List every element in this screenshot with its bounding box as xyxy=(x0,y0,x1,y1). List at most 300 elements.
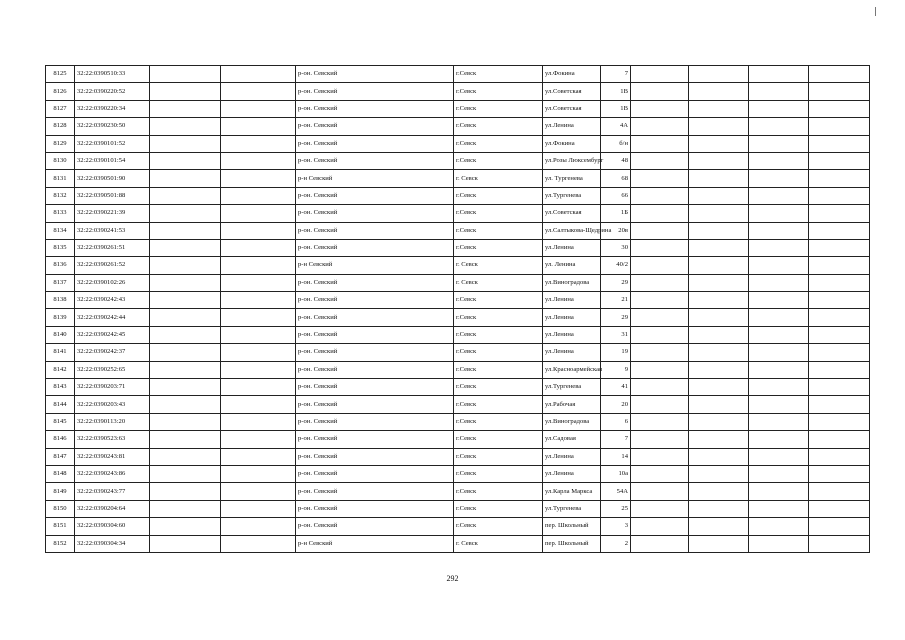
empty-cell xyxy=(150,170,221,187)
table-row xyxy=(46,292,870,309)
cadastral-number-cell: 32:22:0390523:63 xyxy=(75,431,150,448)
city-cell: г.Севск xyxy=(454,344,543,361)
empty-cell xyxy=(809,448,870,465)
empty-cell xyxy=(631,413,689,430)
empty-cell xyxy=(221,448,296,465)
empty-cell xyxy=(221,309,296,326)
district-cell: р-он. Севский xyxy=(296,83,454,100)
district-cell: р-он. Севский xyxy=(296,309,454,326)
empty-cell xyxy=(221,170,296,187)
cadastral-number-cell: 32:22:0390203:43 xyxy=(75,396,150,413)
empty-cell xyxy=(689,100,749,117)
house-number-cell: 41 xyxy=(601,379,631,396)
street-cell: ул.Садовая xyxy=(543,431,601,448)
empty-cell xyxy=(150,500,221,517)
city-cell: г.Севск xyxy=(454,326,543,343)
empty-cell xyxy=(689,448,749,465)
empty-cell xyxy=(749,483,809,500)
street-cell: ул.Ленина xyxy=(543,448,601,465)
empty-cell xyxy=(809,361,870,378)
empty-cell xyxy=(809,326,870,343)
row-number-cell: 8139 xyxy=(46,309,75,326)
empty-cell xyxy=(749,118,809,135)
house-number-cell: 14 xyxy=(601,448,631,465)
house-number-cell: 29 xyxy=(601,274,631,291)
empty-cell xyxy=(809,483,870,500)
street-cell: ул.Советская xyxy=(543,83,601,100)
empty-cell xyxy=(689,413,749,430)
district-cell: р-он. Севский xyxy=(296,500,454,517)
district-cell: р-он. Севский xyxy=(296,274,454,291)
empty-cell xyxy=(809,396,870,413)
table-row xyxy=(46,222,870,239)
row-number-cell: 8143 xyxy=(46,379,75,396)
district-cell: р-он. Севский xyxy=(296,152,454,169)
table-row xyxy=(46,413,870,430)
district-cell: р-он. Севский xyxy=(296,222,454,239)
empty-cell xyxy=(689,257,749,274)
city-cell: г.Севск xyxy=(454,483,543,500)
empty-cell xyxy=(150,205,221,222)
cadastral-number-cell: 32:22:0390242:45 xyxy=(75,326,150,343)
empty-cell xyxy=(749,431,809,448)
house-number-cell: 1Б xyxy=(601,205,631,222)
empty-cell xyxy=(809,100,870,117)
empty-cell xyxy=(150,379,221,396)
empty-cell xyxy=(689,465,749,482)
empty-cell xyxy=(150,344,221,361)
scan-edge-mark xyxy=(875,7,876,16)
cadastral-number-cell: 32:22:0390221:39 xyxy=(75,205,150,222)
empty-cell xyxy=(809,187,870,204)
cadastral-number-cell: 32:22:0390220:34 xyxy=(75,100,150,117)
page-number: 292 xyxy=(446,574,459,583)
empty-cell xyxy=(631,274,689,291)
city-cell: г.Севск xyxy=(454,396,543,413)
district-cell: р-он. Севский xyxy=(296,187,454,204)
house-number-cell: 4А xyxy=(601,118,631,135)
house-number-cell: 31 xyxy=(601,326,631,343)
table-row xyxy=(46,239,870,256)
empty-cell xyxy=(749,135,809,152)
empty-cell xyxy=(749,361,809,378)
street-cell: ул.Тургенева xyxy=(543,187,601,204)
empty-cell xyxy=(631,135,689,152)
empty-cell xyxy=(689,309,749,326)
empty-cell xyxy=(689,500,749,517)
empty-cell xyxy=(689,239,749,256)
empty-cell xyxy=(221,222,296,239)
house-number-cell: 21 xyxy=(601,292,631,309)
row-number-cell: 8142 xyxy=(46,361,75,378)
empty-cell xyxy=(689,326,749,343)
empty-cell xyxy=(631,222,689,239)
street-cell: ул.Виноградова xyxy=(543,274,601,291)
house-number-cell: 1В xyxy=(601,100,631,117)
empty-cell xyxy=(749,448,809,465)
empty-cell xyxy=(809,205,870,222)
row-number-cell: 8147 xyxy=(46,448,75,465)
empty-cell xyxy=(631,379,689,396)
empty-cell xyxy=(631,100,689,117)
table-row xyxy=(46,379,870,396)
cadastral-number-cell: 32:22:0390203:71 xyxy=(75,379,150,396)
empty-cell xyxy=(150,66,221,83)
empty-cell xyxy=(749,205,809,222)
empty-cell xyxy=(809,274,870,291)
district-cell: р-он. Севский xyxy=(296,100,454,117)
empty-cell xyxy=(749,344,809,361)
empty-cell xyxy=(749,465,809,482)
empty-cell xyxy=(809,152,870,169)
empty-cell xyxy=(689,135,749,152)
empty-cell xyxy=(150,361,221,378)
empty-cell xyxy=(689,274,749,291)
row-number-cell: 8135 xyxy=(46,239,75,256)
empty-cell xyxy=(221,83,296,100)
empty-cell xyxy=(221,361,296,378)
row-number-cell: 8144 xyxy=(46,396,75,413)
cadastral-number-cell: 32:22:0390230:50 xyxy=(75,118,150,135)
cadastral-number-cell: 32:22:0390243:86 xyxy=(75,465,150,482)
empty-cell xyxy=(150,100,221,117)
city-cell: г.Севск xyxy=(454,135,543,152)
empty-cell xyxy=(221,518,296,535)
empty-cell xyxy=(809,535,870,552)
city-cell: г.Севск xyxy=(454,187,543,204)
table-row xyxy=(46,448,870,465)
city-cell: г.Севск xyxy=(454,379,543,396)
house-number-cell: 6 xyxy=(601,413,631,430)
empty-cell xyxy=(221,187,296,204)
row-number-cell: 8132 xyxy=(46,187,75,204)
empty-cell xyxy=(631,448,689,465)
empty-cell xyxy=(809,344,870,361)
table-row xyxy=(46,465,870,482)
city-cell: г.Севск xyxy=(454,66,543,83)
empty-cell xyxy=(809,292,870,309)
table-row xyxy=(46,135,870,152)
empty-cell xyxy=(809,222,870,239)
empty-cell xyxy=(150,326,221,343)
house-number-cell: 3 xyxy=(601,518,631,535)
empty-cell xyxy=(689,222,749,239)
cadastral-number-cell: 32:22:0390204:64 xyxy=(75,500,150,517)
empty-cell xyxy=(221,152,296,169)
empty-cell xyxy=(221,66,296,83)
district-cell: р-он. Севский xyxy=(296,379,454,396)
table-row xyxy=(46,518,870,535)
empty-cell xyxy=(150,413,221,430)
house-number-cell: 25 xyxy=(601,500,631,517)
table-row xyxy=(46,483,870,500)
street-cell: ул.Ленина xyxy=(543,465,601,482)
city-cell: г. Севск xyxy=(454,274,543,291)
cadastral-number-cell: 32:22:0390102:26 xyxy=(75,274,150,291)
house-number-cell: 54А xyxy=(601,483,631,500)
empty-cell xyxy=(749,222,809,239)
empty-cell xyxy=(749,396,809,413)
table-row xyxy=(46,205,870,222)
empty-cell xyxy=(631,326,689,343)
cadastral-number-cell: 32:22:0390243:77 xyxy=(75,483,150,500)
cadastral-number-cell: 32:22:0390252:65 xyxy=(75,361,150,378)
empty-cell xyxy=(631,361,689,378)
cadastral-number-cell: 32:22:0390113:20 xyxy=(75,413,150,430)
empty-cell xyxy=(631,344,689,361)
row-number-cell: 8137 xyxy=(46,274,75,291)
district-cell: р-он. Севский xyxy=(296,465,454,482)
street-cell: ул.Ленина xyxy=(543,344,601,361)
table-body xyxy=(46,66,870,553)
empty-cell xyxy=(749,100,809,117)
street-cell: ул.Тургенева xyxy=(543,379,601,396)
empty-cell xyxy=(631,239,689,256)
empty-cell xyxy=(809,379,870,396)
empty-cell xyxy=(689,152,749,169)
empty-cell xyxy=(221,326,296,343)
district-cell: р-он. Севский xyxy=(296,118,454,135)
row-number-cell: 8129 xyxy=(46,135,75,152)
house-number-cell: 66 xyxy=(601,187,631,204)
empty-cell xyxy=(689,170,749,187)
empty-cell xyxy=(150,465,221,482)
empty-cell xyxy=(150,118,221,135)
street-cell: ул.Ленина xyxy=(543,326,601,343)
district-cell: р-н Севский xyxy=(296,257,454,274)
empty-cell xyxy=(749,326,809,343)
empty-cell xyxy=(809,413,870,430)
empty-cell xyxy=(221,344,296,361)
city-cell: г.Севск xyxy=(454,518,543,535)
empty-cell xyxy=(221,205,296,222)
city-cell: г.Севск xyxy=(454,309,543,326)
table-row xyxy=(46,326,870,343)
district-cell: р-он. Севский xyxy=(296,396,454,413)
empty-cell xyxy=(631,500,689,517)
table-row xyxy=(46,535,870,552)
empty-cell xyxy=(150,518,221,535)
empty-cell xyxy=(221,257,296,274)
cadastral-number-cell: 32:22:0390242:44 xyxy=(75,309,150,326)
row-number-cell: 8126 xyxy=(46,83,75,100)
cadastral-number-cell: 32:22:0390261:52 xyxy=(75,257,150,274)
empty-cell xyxy=(221,431,296,448)
empty-cell xyxy=(749,152,809,169)
empty-cell xyxy=(631,396,689,413)
empty-cell xyxy=(689,66,749,83)
empty-cell xyxy=(150,292,221,309)
empty-cell xyxy=(689,361,749,378)
street-cell: ул.Советская xyxy=(543,100,601,117)
empty-cell xyxy=(150,535,221,552)
empty-cell xyxy=(631,170,689,187)
row-number-cell: 8151 xyxy=(46,518,75,535)
row-number-cell: 8145 xyxy=(46,413,75,430)
empty-cell xyxy=(150,135,221,152)
district-cell: р-он. Севский xyxy=(296,205,454,222)
empty-cell xyxy=(221,465,296,482)
empty-cell xyxy=(221,118,296,135)
table-row xyxy=(46,118,870,135)
district-cell: р-он. Севский xyxy=(296,361,454,378)
city-cell: г.Севск xyxy=(454,239,543,256)
empty-cell xyxy=(221,100,296,117)
district-cell: р-он. Севский xyxy=(296,483,454,500)
empty-cell xyxy=(689,83,749,100)
row-number-cell: 8127 xyxy=(46,100,75,117)
table-row xyxy=(46,187,870,204)
city-cell: г.Севск xyxy=(454,222,543,239)
district-cell: р-он. Севский xyxy=(296,66,454,83)
empty-cell xyxy=(809,431,870,448)
house-number-cell: б/н xyxy=(601,135,631,152)
city-cell: г.Севск xyxy=(454,83,543,100)
empty-cell xyxy=(150,483,221,500)
empty-cell xyxy=(689,518,749,535)
empty-cell xyxy=(221,239,296,256)
house-number-cell: 40/2 xyxy=(601,257,631,274)
district-cell: р-он. Севский xyxy=(296,413,454,430)
cadastral-number-cell: 32:22:0390261:51 xyxy=(75,239,150,256)
empty-cell xyxy=(749,187,809,204)
empty-cell xyxy=(221,483,296,500)
street-cell: ул.Ленина xyxy=(543,118,601,135)
street-cell: пер. Школьный xyxy=(543,518,601,535)
district-cell: р-он. Севский xyxy=(296,239,454,256)
empty-cell xyxy=(631,205,689,222)
street-cell: ул.Советская xyxy=(543,205,601,222)
table-row xyxy=(46,344,870,361)
street-cell: ул.Розы Люксембург xyxy=(543,152,601,169)
empty-cell xyxy=(689,205,749,222)
city-cell: г.Севск xyxy=(454,361,543,378)
empty-cell xyxy=(221,535,296,552)
street-cell: ул.Тургенева xyxy=(543,500,601,517)
table-row xyxy=(46,396,870,413)
house-number-cell: 7 xyxy=(601,431,631,448)
row-number-cell: 8140 xyxy=(46,326,75,343)
empty-cell xyxy=(689,431,749,448)
empty-cell xyxy=(749,170,809,187)
empty-cell xyxy=(631,118,689,135)
street-cell: ул.Фокина xyxy=(543,135,601,152)
row-number-cell: 8148 xyxy=(46,465,75,482)
district-cell: р-н Севский xyxy=(296,170,454,187)
district-cell: р-он. Севский xyxy=(296,135,454,152)
table-row xyxy=(46,66,870,83)
cadastral-number-cell: 32:22:0390501:88 xyxy=(75,187,150,204)
table-row xyxy=(46,500,870,517)
empty-cell xyxy=(749,83,809,100)
cadastral-number-cell: 32:22:0390501:90 xyxy=(75,170,150,187)
cadastral-number-cell: 32:22:0390241:53 xyxy=(75,222,150,239)
row-number-cell: 8152 xyxy=(46,535,75,552)
cadastral-number-cell: 32:22:0390243:81 xyxy=(75,448,150,465)
street-cell: ул.Ленина xyxy=(543,292,601,309)
empty-cell xyxy=(631,535,689,552)
empty-cell xyxy=(809,66,870,83)
empty-cell xyxy=(749,274,809,291)
empty-cell xyxy=(809,257,870,274)
city-cell: г.Севск xyxy=(454,448,543,465)
empty-cell xyxy=(631,292,689,309)
empty-cell xyxy=(749,309,809,326)
empty-cell xyxy=(809,135,870,152)
empty-cell xyxy=(631,483,689,500)
empty-cell xyxy=(689,292,749,309)
empty-cell xyxy=(150,187,221,204)
city-cell: г.Севск xyxy=(454,413,543,430)
empty-cell xyxy=(150,222,221,239)
row-number-cell: 8128 xyxy=(46,118,75,135)
city-cell: г.Севск xyxy=(454,118,543,135)
district-cell: р-н Севский xyxy=(296,535,454,552)
street-cell: ул.Карла Маркса xyxy=(543,483,601,500)
street-cell: ул.Ленина xyxy=(543,309,601,326)
district-cell: р-он. Севский xyxy=(296,518,454,535)
cadastral-number-cell: 32:22:0390304:34 xyxy=(75,535,150,552)
house-number-cell: 68 xyxy=(601,170,631,187)
district-cell: р-он. Севский xyxy=(296,292,454,309)
street-cell: ул.Салтыкова-Щедрина xyxy=(543,222,601,239)
empty-cell xyxy=(631,257,689,274)
house-number-cell: 20в xyxy=(601,222,631,239)
property-registry-table xyxy=(45,65,870,553)
empty-cell xyxy=(689,118,749,135)
empty-cell xyxy=(689,187,749,204)
district-cell: р-он. Севский xyxy=(296,344,454,361)
empty-cell xyxy=(221,135,296,152)
empty-cell xyxy=(631,465,689,482)
empty-cell xyxy=(150,274,221,291)
cadastral-number-cell: 32:22:0390220:52 xyxy=(75,83,150,100)
empty-cell xyxy=(631,66,689,83)
empty-cell xyxy=(150,152,221,169)
street-cell: ул. Ленина xyxy=(543,257,601,274)
empty-cell xyxy=(809,83,870,100)
table-row xyxy=(46,100,870,117)
table-row xyxy=(46,152,870,169)
empty-cell xyxy=(221,396,296,413)
row-number-cell: 8131 xyxy=(46,170,75,187)
empty-cell xyxy=(809,465,870,482)
cadastral-number-cell: 32:22:0390101:54 xyxy=(75,152,150,169)
house-number-cell: 9 xyxy=(601,361,631,378)
table-row xyxy=(46,431,870,448)
city-cell: г.Севск xyxy=(454,500,543,517)
city-cell: г. Севск xyxy=(454,535,543,552)
empty-cell xyxy=(749,413,809,430)
city-cell: г. Севск xyxy=(454,170,543,187)
district-cell: р-он. Севский xyxy=(296,326,454,343)
city-cell: г. Севск xyxy=(454,257,543,274)
street-cell: ул.Фокина xyxy=(543,66,601,83)
empty-cell xyxy=(749,66,809,83)
street-cell: ул.Виноградова xyxy=(543,413,601,430)
empty-cell xyxy=(150,396,221,413)
table-row xyxy=(46,257,870,274)
row-number-cell: 8149 xyxy=(46,483,75,500)
district-cell: р-он. Севский xyxy=(296,431,454,448)
empty-cell xyxy=(809,170,870,187)
city-cell: г.Севск xyxy=(454,431,543,448)
empty-cell xyxy=(809,518,870,535)
empty-cell xyxy=(221,413,296,430)
empty-cell xyxy=(689,396,749,413)
empty-cell xyxy=(689,483,749,500)
house-number-cell: 30 xyxy=(601,239,631,256)
